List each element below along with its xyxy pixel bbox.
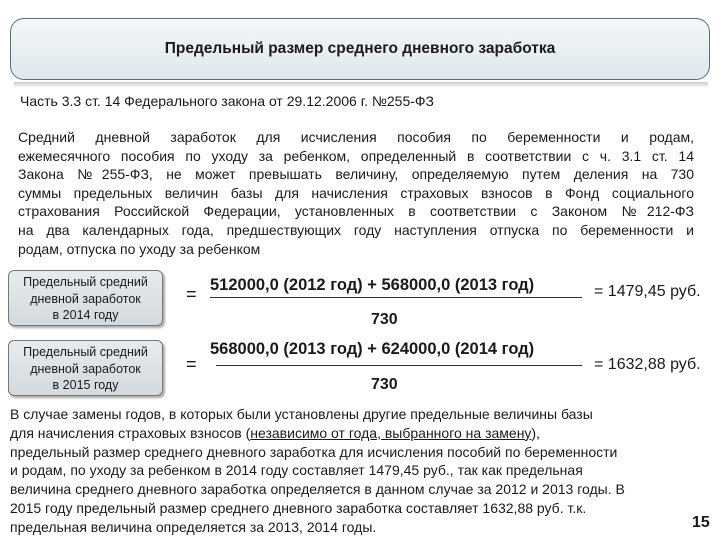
paragraph-line: страхования Российской Федерации, установленных в соответствии с Законом №212-ФЗ <box>18 203 694 220</box>
paragraph-line: Средний дневной заработок для исчисления пособия по беременности и родам, <box>18 129 694 145</box>
paragraph-line: суммы предельных величин базы для начисления страховых взносов в Фонд социального <box>18 184 694 201</box>
label-2015 <box>8 340 163 396</box>
fraction-line-2015 <box>216 365 582 366</box>
conclusion-paragraph <box>10 405 717 537</box>
conclusion-line: 2015 году предельный размер среднего дневного заработка составляет 1632,88 руб. т.к. <box>10 499 587 516</box>
numerator-2015: 568000,0 (2013 год) + 624000,0 (2014 год) <box>210 340 535 358</box>
paragraph-line: родам, отпуска по уходу за ребенком <box>18 240 261 257</box>
underlined-note: независимо от года, выбранного на замену <box>250 424 532 441</box>
conclusion-line: предельный размер среднего дневного заработка для исчисления пособий по беременности <box>10 443 618 460</box>
paragraph-line: Закона №255-ФЗ, не может превышать величину, определяемую путем деления на 730 <box>18 166 694 183</box>
conclusion-line: В случае замены годов, в которых были установлены другие предельные величины базы <box>10 406 593 422</box>
conclusion-line: величина среднего дневного заработка определяется в данном случае за 2012 и 2013 годы. В <box>10 481 625 498</box>
law-reference: Часть 3.3 ст. 14 Федерального закона от 29.12.2006 г. №255-ФЗ <box>20 93 435 109</box>
numerator-2014: 512000,0 (2012 год) + 568000,0 (2013 год) <box>210 276 535 294</box>
label-line: дневной заработок <box>30 291 141 306</box>
conclusion-line <box>10 424 717 443</box>
label-line: в 2015 году <box>52 378 119 392</box>
label-line: Предельный средний <box>23 275 148 289</box>
page-title: Предельный размер среднего дневного заработка <box>164 40 556 57</box>
label-line: в 2014 году <box>52 308 119 322</box>
result-2015: = 1632,88 руб. <box>594 356 701 373</box>
paragraph-line: ежемесячного пособия по уходу за ребенком, определенный в соответствии с ч. 3.1 ст. 14 <box>18 147 694 164</box>
fraction-line-2014 <box>210 297 582 298</box>
definition-paragraph <box>18 128 694 258</box>
label-line: дневной заработок <box>30 361 141 376</box>
title-shadow <box>14 82 708 88</box>
conclusion-line: и родам, по уходу за ребенком в 2014 году составляет 1479,45 руб., так как предельная <box>10 462 583 479</box>
result-2014: = 1479,45 руб. <box>594 283 701 300</box>
conclusion-line: предельная величина определяется за 2013, 2014 годы. <box>10 518 377 535</box>
denominator-2015: 730 <box>371 376 398 393</box>
conclusion-text: для начисления страховых взносов ( <box>10 424 251 441</box>
equals-sign-2014: = <box>186 284 197 304</box>
paragraph-line: на два календарных года, предшествующих году наступления отпуска по беременности и <box>18 221 694 238</box>
title-box <box>10 18 710 80</box>
page-number: 15 <box>692 514 710 531</box>
denominator-2014: 730 <box>371 311 398 328</box>
equals-sign-2015: = <box>186 354 197 374</box>
label-line: Предельный средний <box>23 345 148 359</box>
conclusion-text: ), <box>531 424 540 441</box>
label-2014 <box>8 270 163 326</box>
